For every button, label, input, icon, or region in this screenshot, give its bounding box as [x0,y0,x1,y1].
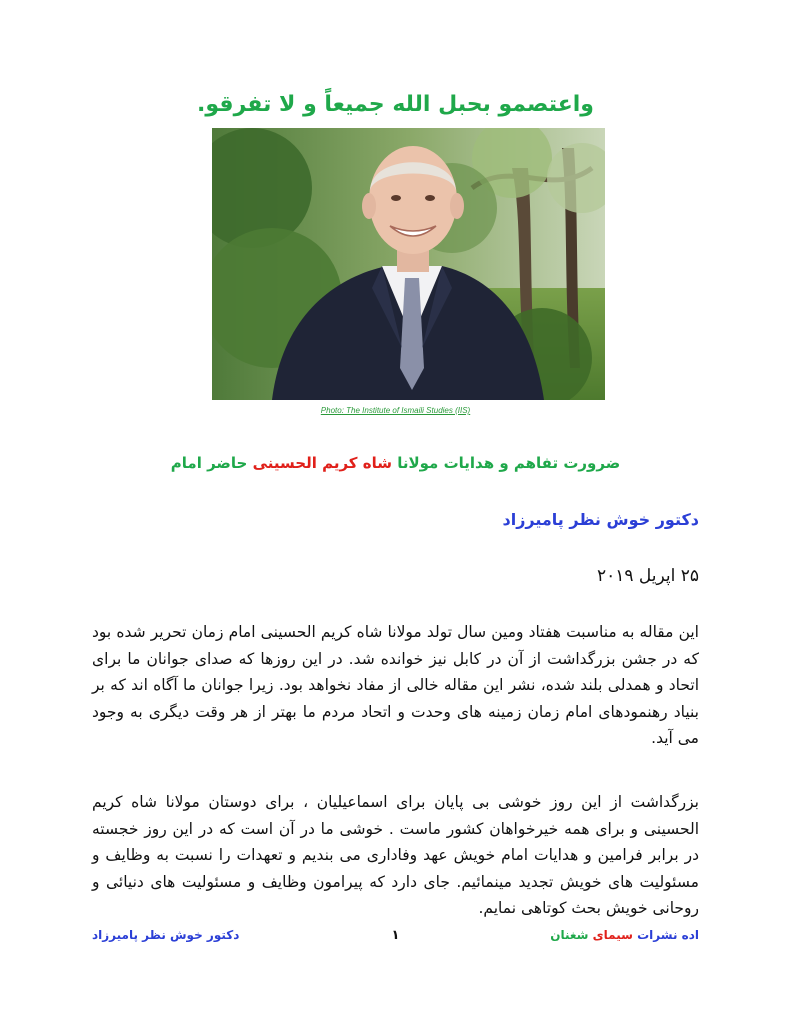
portrait-photo [212,128,605,400]
footer-publisher-part-2: سیمای [592,928,633,942]
paragraph-2: بزرگداشت از این روز خوشی بی پایان برای اسماعیلیان ، برای دوستان مولانا شاه کریم الحسینی و برای همه خیرخواهان کشور ماست . خوشی ما در آن است که در این روز خجسته در برابر فرامین و هدایات امام خویش عهد وفاداری می بندیم و تعهدات را نسبت به وظایف و مسئولیت های خویش تجدید مینمائیم. جای دارد که پیرامون وظایف و مسئولیت های دنیائی و روحانی خویش بحث کوتاهی نمایم. [92,793,699,917]
page-footer [92,928,699,948]
footer-publisher-part-1: اده نشرات [637,928,699,942]
subtitle-part-2: شاه کریم الحسینی [252,454,392,472]
footer-author: دکتور خوش نظر پامیرزاد [92,928,240,942]
page-title: واعتصمو بحبل الله جمیعاً و لا تفرقو. [197,92,594,117]
paragraph-1: این مقاله به مناسبت هفتاد ومین سال تولد مولانا شاه کریم الحسینی امام زمان تحریر شده بود که در جشن بزرگداشت از آن در کابل نیز خوانده شد. در این روزها که صدای جوانان ما برای اتحاد و همدلی بلند شده، نشر این مقاله خالی از مفاد نخواهد بود. زیرا جوانان ما آگاه اند که بر بنیاد رهنمودهای امام زمان زمینه های وحدت و اتحاد مردم ما بهتر از هر وقت دیگری به وجود می آید. [92,623,699,747]
page-number: ۱ [391,928,400,943]
photo-caption: Photo: The Institute of Ismaili Studies (IIS) [320,406,471,415]
footer-publisher-part-3: شغنان [550,928,589,942]
article-subtitle [0,454,791,472]
article-date: ۲۵ اپریل ۲۰۱۹ [596,566,699,586]
subtitle-part-1: ضرورت تفاهم و هدایات مولانا [397,454,621,472]
author-name: دکتور خوش نظر پامیرزاد [502,510,699,529]
subtitle-part-3: حاضر امام [170,454,248,472]
